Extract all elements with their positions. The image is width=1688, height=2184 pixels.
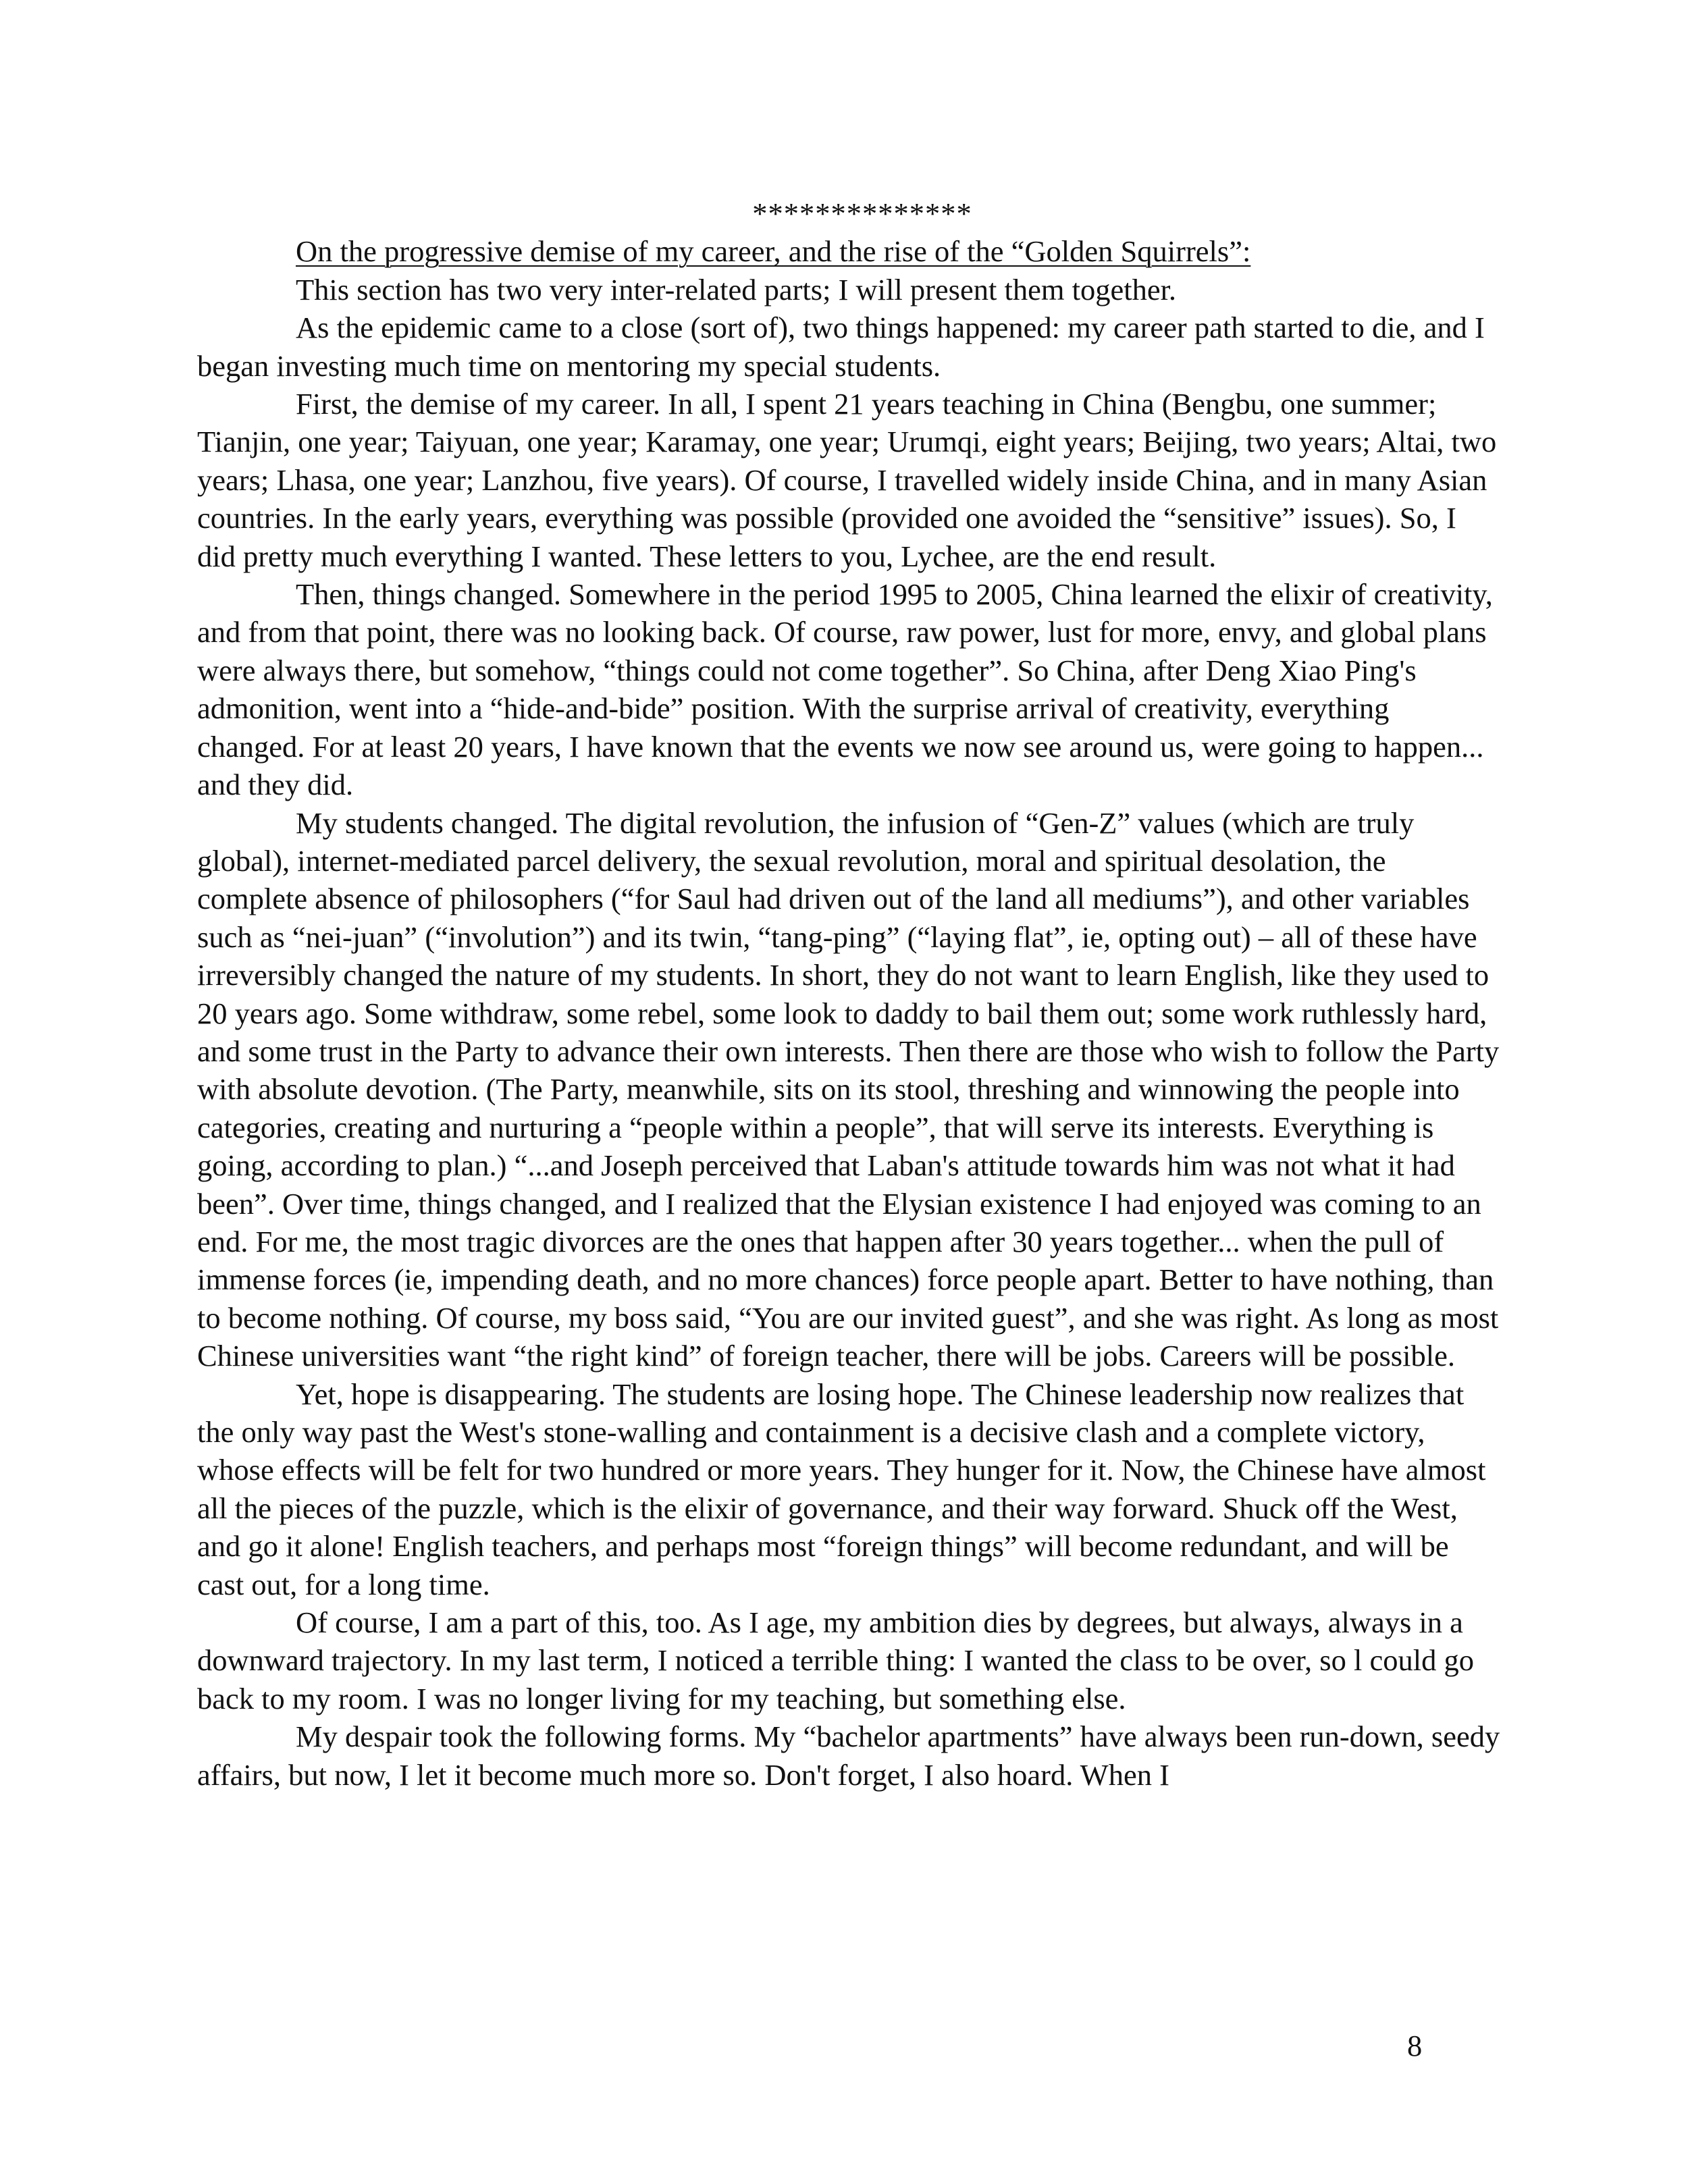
paragraph: First, the demise of my career. In all, I spent 21 years teaching in China (Bengbu, one summer; Tianjin, one year; Taiyuan, one year; Karamay, one year; Urumqi, eight years; Beijing, two years; Altai, two years; Lhasa, one year; Lanzhou, five years). Of course, I travelled widely inside China, and in many Asian countries. In the early years, everything was possible (provided one avoided the “sensitive” issues). So, I did pretty much everything I wanted. These letters to you, Lychee, are the end result. [197,387,1497,573]
paragraph: Yet, hope is disappearing. The students are losing hope. The Chinese leadership now realizes that the only way past the West's stone-walling and containment is a decisive clash and a complete victory, whose effects will be felt for two hundred or more years. They hunger for it. Now, the Chinese have almost all the pieces of the puzzle, which is the elixir of governance, and their way forward. Shuck off the West, and go it alone! English teachers, and perhaps most “foreign things” will become redundant, and will be cast out, for a long time. [197,1377,1486,1601]
paragraph: Then, things changed. Somewhere in the period 1995 to 2005, China learned the elixir of creativity, and from that point, there was no looking back. Of course, raw power, lust for more, envy, and global plans were always there, but somehow, “things could not come together”. So China, after Deng Xiao Ping's admonition, went into a “hide-and-bide” position. With the surprise arrival of creativity, everything changed. For at least 20 years, I have known that the events we now see around us, were going to happen... and they did. [197,577,1493,802]
page-number: 8 [1407,2029,1423,2062]
paragraph: My students changed. The digital revolution, the infusion of “Gen-Z” values (which are truly global), internet-mediated parcel delivery, the sexual revolution, moral and spiritual desolation, the complete absence of philosophers (“for Saul had driven out of the land all mediums”), and other variables such as “nei-juan” (“involution”) and its twin, “tang-ping” (“laying flat”, ie, opting out) – all of these have irreversibly changed the nature of my students. In short, they do not want to learn English, like they used to 20 years ago. Some withdraw, some rebel, some look to daddy to bail them out; some work ruthlessly hard, and some trust in the Party to advance their own interests. Then there are those who wish to follow the Party with absolute devotion. (The Party, meanwhile, sits on its stool, threshing and winnowing the people into categories, creating and nurturing a “people within a people”, that will serve its interests. Everything is going, according to plan.) “...and Joseph perceived that Laban's attitude towards him was not what it had been”. Over time, things changed, and I realized that the Elysian existence I had enjoyed was coming to an end. For me, the most tragic divorces are the ones that happen after 30 years together... when the pull of immense forces (ie, impending death, and no more chances) force people apart. Better to have nothing, than to become nothing. Of course, my boss said, “You are our invited guest”, and she was right. As long as most Chinese universities want “the right kind” of foreign teacher, there will be jobs. Careers will be possible. [197,805,1500,1373]
paragraph: My despair took the following forms. My “bachelor apartments” have always been run-down, seedy affairs, but now, I let it become much more so. Don't forget, I also hoard. When I [197,1720,1500,1792]
paragraph: Of course, I am a part of this, too. As I age, my ambition dies by degrees, but always, always in a downward trajectory. In my last term, I noticed a terrible thing: I wanted the class to be over, so l could go back to my room. I was no longer living for my teaching, but something else. [197,1605,1474,1715]
section-heading-text: On the progressive demise of my career, and the rise of the “Golden Squirrels”: [296,234,1251,269]
paragraph: This section has two very inter-related parts; I will present them together. [296,272,1177,307]
section-separator: ************** [752,196,972,230]
paragraph: As the epidemic came to a close (sort of), two things happened: my career path started to die, and I began investing much time on mentoring my special students. [197,311,1485,383]
body-text [197,194,1500,1794]
section-heading [197,232,1500,270]
